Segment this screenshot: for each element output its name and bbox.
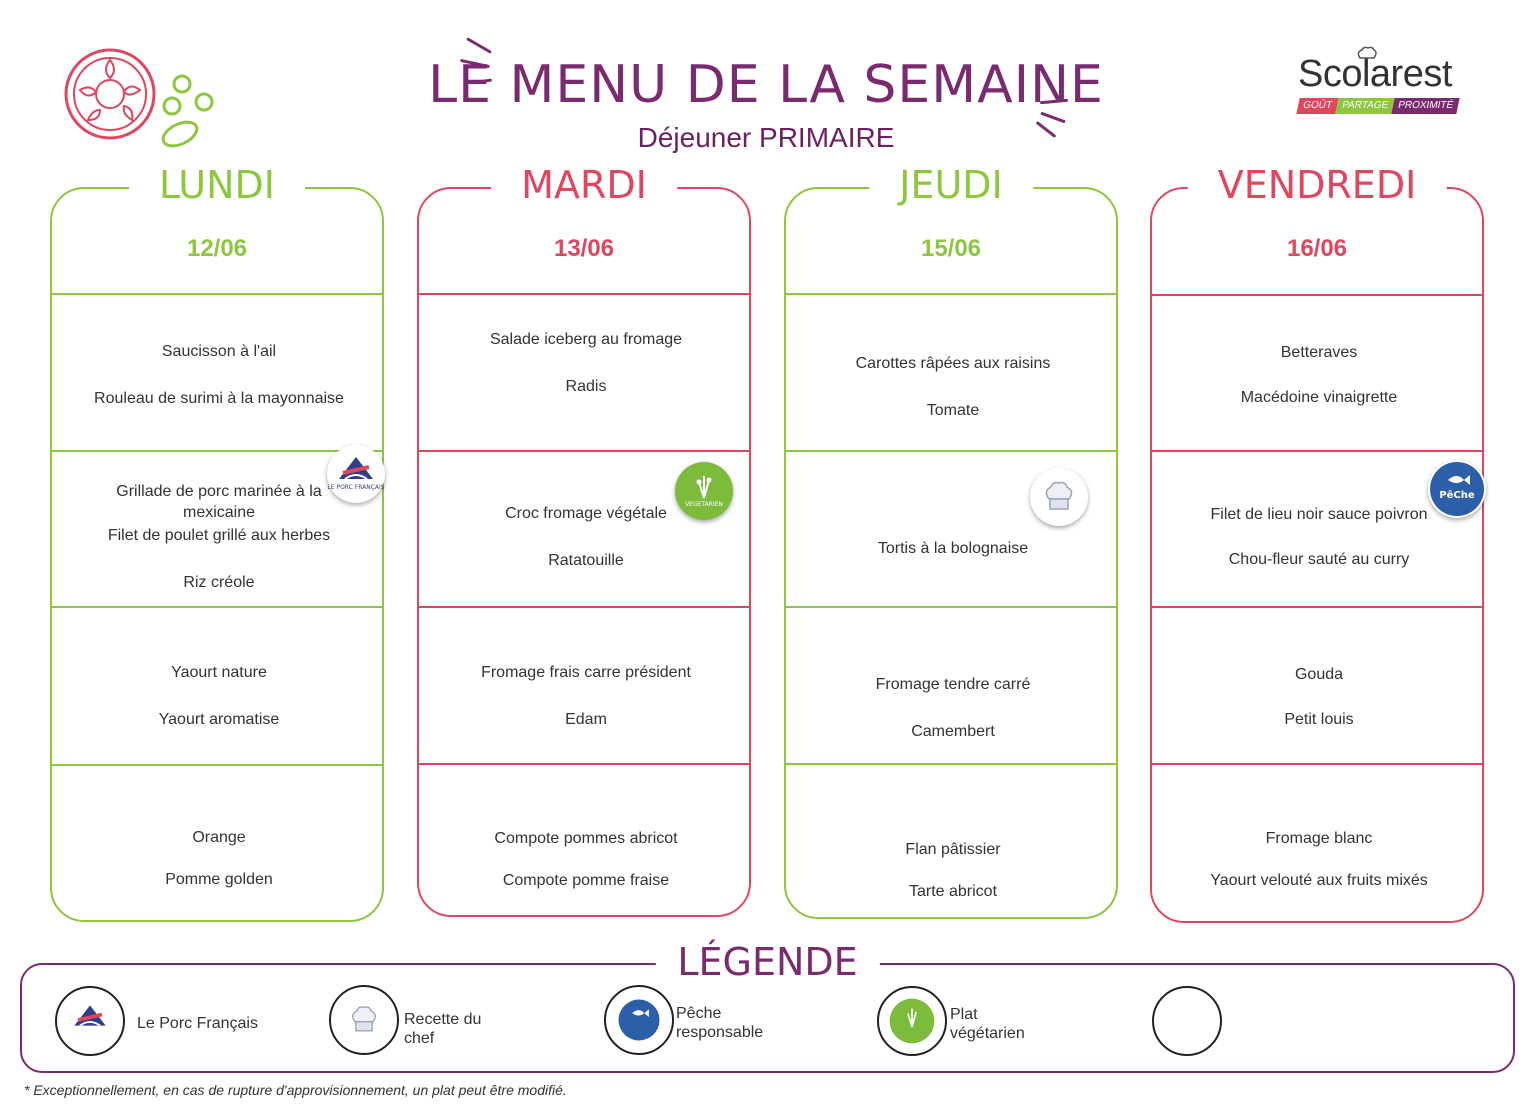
legend: [20, 940, 1515, 1073]
menu-item: Salade iceberg au fromage: [489, 331, 683, 348]
fish-label-text: PêChe: [1439, 490, 1475, 501]
menu-item: Fromage blanc: [1265, 830, 1373, 847]
menu-item: Pomme golden: [165, 871, 273, 888]
day-name: JEUDI: [869, 159, 1033, 211]
menu-item: Macédoine vinaigrette: [1240, 389, 1398, 406]
menu-item: Grillade de porc marinée à la mexicaine: [116, 483, 322, 521]
menu-item: Gouda: [1294, 666, 1344, 683]
menu-item: Camembert: [911, 723, 995, 740]
day-name: LUNDI: [129, 159, 305, 211]
chef-hat-icon: [1030, 468, 1088, 526]
menu-item: Filet de lieu noir sauce poivron: [1210, 506, 1428, 523]
legend-title: LÉGENDE: [655, 937, 879, 987]
divider: [419, 763, 749, 765]
menu-item: Fromage frais carre président: [481, 664, 691, 681]
menu-item: Chou-fleur sauté au curry: [1228, 551, 1410, 568]
day-column-jeudi: [784, 163, 1118, 919]
legend-fish-circle: [604, 985, 674, 1055]
menu-item: Orange: [192, 829, 246, 846]
legend-label: Pêche responsable: [676, 1005, 764, 1041]
pork-label-icon: [327, 445, 385, 503]
legend-label: Plat végétarien: [950, 1006, 1025, 1042]
legend-vegetarian-circle: [877, 986, 947, 1056]
legend-empty-circle: [1152, 986, 1222, 1056]
day-date: 16/06: [1286, 235, 1348, 262]
menu-item: Fromage tendre carré: [875, 676, 1031, 693]
menu-item: Compote pommes abricot: [494, 830, 678, 847]
menu-item: Yaourt aromatise: [158, 711, 280, 728]
day-column-lundi: [50, 163, 384, 922]
pork-label-text: LE PORC FRANÇAIS: [327, 484, 385, 491]
divider: [1152, 606, 1482, 608]
menu-item: Petit louis: [1284, 711, 1354, 728]
pork-label-icon: [67, 998, 113, 1044]
divider: [419, 606, 749, 608]
legend-pork-circle: [55, 986, 125, 1056]
brand-logo: [1298, 52, 1488, 132]
divider: [419, 450, 749, 452]
brand-tagline: [1298, 98, 1488, 114]
divider: [52, 293, 382, 295]
menu-item: Tarte abricot: [908, 883, 998, 900]
menu-item: Rouleau de surimi à la mayonnaise: [94, 390, 344, 407]
menu-item: Filet de poulet grillé aux herbes: [107, 527, 331, 544]
divider: [52, 764, 382, 766]
brand-tag: GOÛT: [1296, 98, 1338, 114]
menu-item: Yaourt nature: [171, 664, 267, 681]
day-column-mardi: [417, 163, 751, 917]
menu-item: Tomate: [926, 402, 980, 419]
divider: [786, 606, 1116, 608]
chef-hat-logo-icon: [1356, 46, 1378, 62]
menu-item: Croc fromage végétale: [505, 505, 667, 522]
day-column-vendredi: [1150, 163, 1484, 923]
title-dash: [466, 37, 492, 54]
page-subtitle: Déjeuner PRIMAIRE: [637, 122, 895, 153]
brand-name: Scolarest: [1298, 53, 1452, 95]
footnote: * Exceptionnellement, en cas de rupture d'approvisionnement, un plat peut être modifié.: [24, 1082, 567, 1098]
brand-tag: PARTAGE: [1335, 98, 1395, 114]
divider: [1152, 294, 1482, 296]
divider: [1152, 450, 1482, 452]
divider: [1152, 763, 1482, 765]
menu-item: Betteraves: [1280, 344, 1358, 361]
day-date: 15/06: [920, 235, 982, 262]
fish-label-icon: [617, 998, 661, 1042]
day-date: 13/06: [553, 235, 615, 262]
vegetarian-icon: [675, 462, 733, 520]
day-date: 12/06: [186, 235, 248, 262]
menu-item: Saucisson à l'ail: [161, 343, 277, 360]
divider: [786, 450, 1116, 452]
menu-item: Flan pâtissier: [905, 841, 1001, 858]
brand-tag: PROXIMITÉ: [1391, 98, 1459, 114]
vegetarian-icon: [888, 997, 936, 1045]
menu-item: Ratatouille: [548, 552, 624, 569]
menu-item: Carottes râpées aux raisins: [855, 355, 1051, 372]
legend-label: Le Porc Français: [137, 1015, 258, 1032]
legend-chef-circle: [329, 985, 399, 1055]
menu-item: Yaourt velouté aux fruits mixés: [1210, 872, 1428, 889]
day-name: VENDREDI: [1188, 159, 1447, 211]
menu-item: Compote pomme fraise: [502, 872, 670, 889]
page-title: LE MENU DE LA SEMAINE: [428, 55, 1104, 115]
divider: [52, 606, 382, 608]
vegetarian-label: VEGETARIEN: [685, 501, 723, 508]
divider: [786, 763, 1116, 765]
menu-item: Radis: [565, 378, 607, 395]
divider: [786, 293, 1116, 295]
day-name: MARDI: [491, 159, 677, 211]
menu-item: Tortis à la bolognaise: [877, 540, 1029, 557]
divider: [419, 293, 749, 295]
menu-item: Riz créole: [183, 574, 255, 591]
legend-label: Recette du chef: [404, 1011, 482, 1047]
menu-item: Edam: [565, 711, 607, 728]
fish-label-icon: [1428, 460, 1486, 518]
chef-hat-icon: [346, 1002, 382, 1038]
